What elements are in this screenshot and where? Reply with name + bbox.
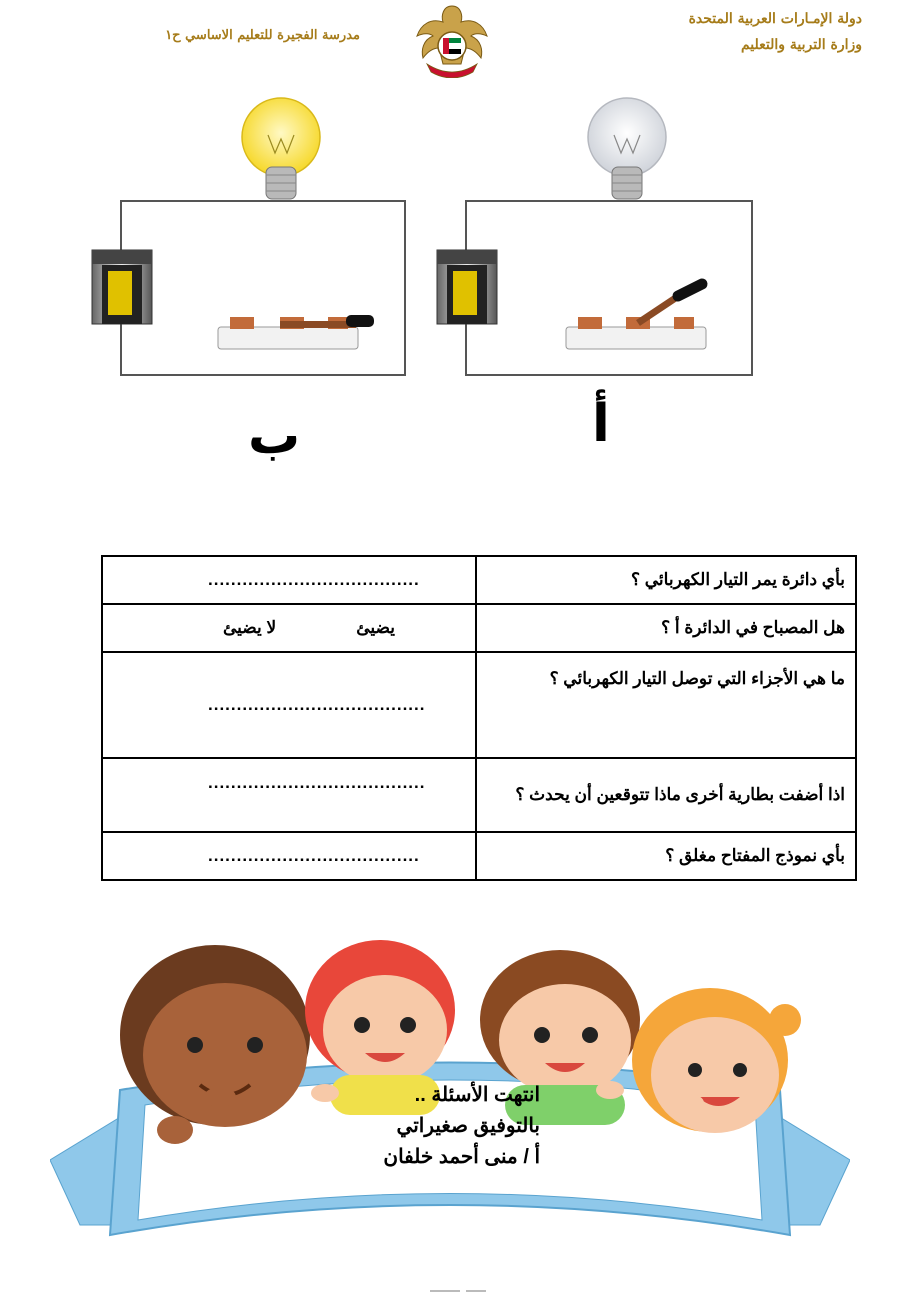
table-row	[102, 556, 856, 604]
question-cell: ما هي الأجزاء التي توصل التيار الكهربائي ؟	[476, 652, 856, 758]
circuit-b	[92, 98, 405, 375]
table-row	[102, 604, 856, 652]
battery-icon	[437, 250, 497, 324]
circuits-illustration	[80, 95, 780, 395]
ministry-name: وزارة التربية والتعليم	[740, 37, 862, 53]
unlit-bulb-icon	[588, 98, 666, 199]
table-row	[102, 758, 856, 832]
answer-cell[interactable]	[102, 556, 476, 604]
question-cell: هل المصباح في الدائرة أ ؟	[476, 604, 856, 652]
circuit-a	[437, 98, 752, 375]
closing-line-2: بالتوفيق صغيراتي	[396, 1115, 540, 1137]
table-row	[102, 652, 856, 758]
closing-message	[330, 1080, 540, 1173]
closing-line-1: انتهت الأسئلة ..	[414, 1084, 540, 1106]
teacher-name: أ / منى أحمد خلفان	[383, 1146, 540, 1168]
circuit-a-label: أ	[592, 394, 610, 454]
option-lights[interactable]: يضيئ	[356, 618, 395, 637]
question-cell: اذا أضفت بطارية أخرى ماذا تتوقعين أن يحدث ؟	[476, 758, 856, 832]
school-name: مدرسة الفجيرة للتعليم الاساسي ح١	[165, 28, 360, 43]
answer-blank: .....................................	[208, 570, 420, 589]
answer-blank: ......................................	[208, 773, 426, 792]
answer-blank: ......................................	[208, 695, 426, 714]
switch-closed-icon	[218, 315, 374, 349]
answer-cell[interactable]	[102, 832, 476, 880]
answer-cell[interactable]	[102, 652, 476, 758]
lit-bulb-icon	[242, 98, 320, 199]
question-cell: بأي نموذج المفتاح مغلق ؟	[476, 832, 856, 880]
country-name: دولة الإمـارات العربية المتحدة	[688, 11, 862, 27]
footer-mark	[420, 1288, 500, 1294]
answer-cell[interactable]	[102, 758, 476, 832]
answer-blank: .....................................	[208, 846, 420, 865]
question-cell: بأي دائرة يمر التيار الكهربائي ؟	[476, 556, 856, 604]
circuit-b-label: ب	[248, 406, 301, 466]
switch-open-icon	[566, 284, 706, 349]
table-row	[102, 832, 856, 880]
uae-emblem-icon	[413, 2, 491, 78]
header-right	[602, 6, 862, 58]
questions-table	[101, 555, 857, 881]
answer-cell	[102, 604, 476, 652]
option-not-lights[interactable]: لا يضيئ	[223, 618, 277, 637]
battery-icon	[92, 250, 152, 324]
